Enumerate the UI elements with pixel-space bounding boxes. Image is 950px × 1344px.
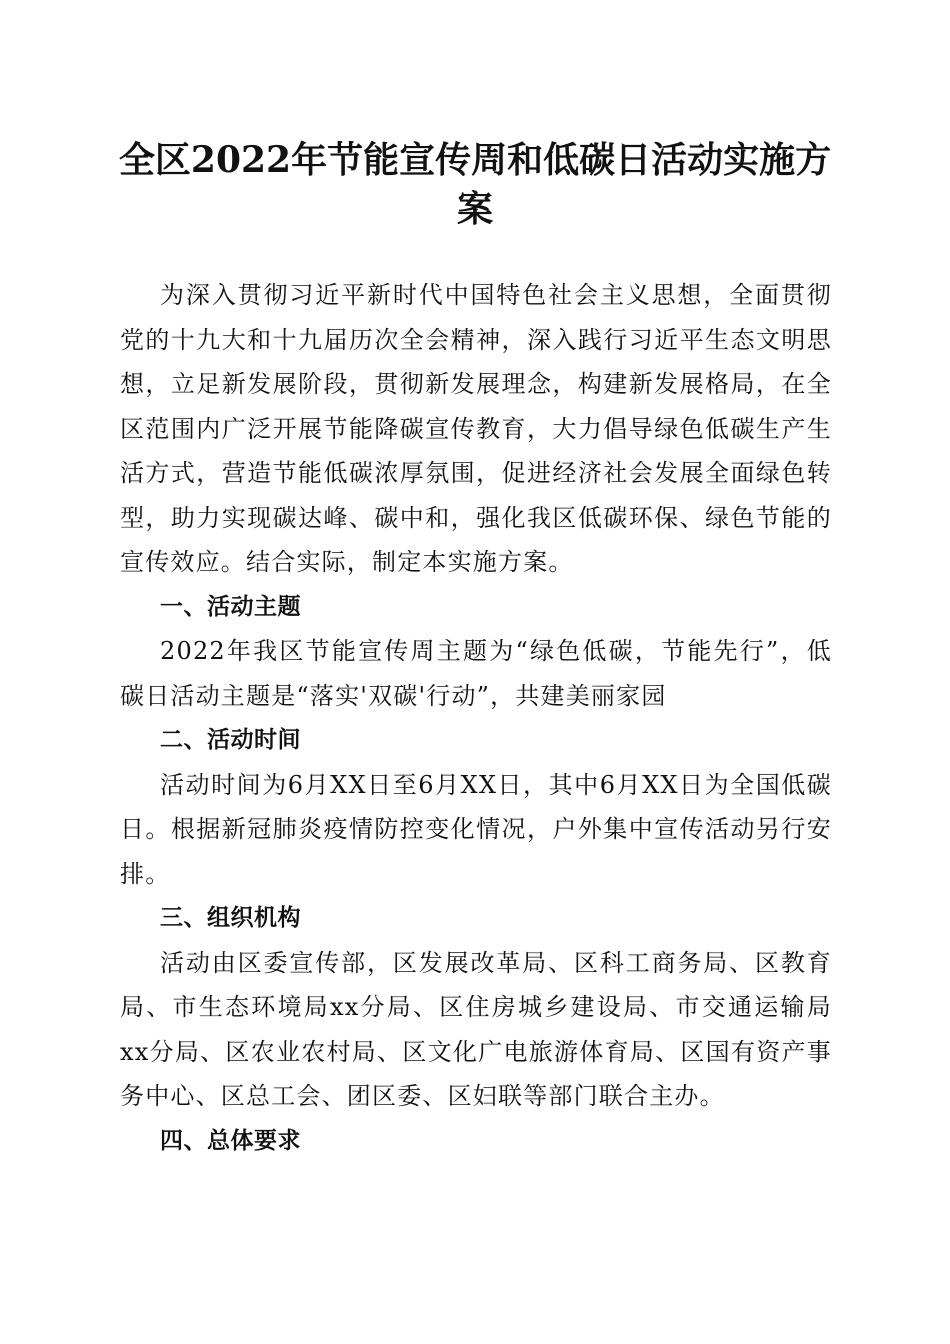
title-line-2: 案 xyxy=(456,188,493,230)
document-title xyxy=(118,136,832,234)
section-heading-requirements: 四、总体要求 xyxy=(160,1127,301,1154)
document-body xyxy=(120,273,832,1163)
title-line-1: 全区2022年节能宣传周和低碳日活动实施方 xyxy=(118,139,832,181)
section-text-time: 活动时间为6月XX日至6月XX日，其中6月XX日为全国低碳日。根据新冠肺炎疫情防控变化情况，户外集中宣传活动另行安排。 xyxy=(120,770,832,888)
section-heading-time: 二、活动时间 xyxy=(160,727,301,753)
section-heading-theme: 一、活动主题 xyxy=(160,593,301,620)
section-heading-organization: 三、组织机构 xyxy=(160,905,301,931)
intro-paragraph: 为深入贯彻习近平新时代中国特色社会主义思想，全面贯彻党的十九大和十九届历次全会精神，深入践行习近平生态文明思想，立足新发展阶段，贯彻新发展理念，构建新发展格局，在全区范围内广泛开展节能降碳宣传教育，大力倡导绿色低碳生产生活方式，营造节能低碳浓厚氛围，促进经济社会发展全面绿色转型，助力实现碳达峰、碳中和，强化我区低碳环保、绿色节能的宣传效应。结合实际，制定本实施方案。 xyxy=(120,281,832,576)
section-text-organization: 活动由区委宣传部，区发展改革局、区科工商务局、区教育局、市生态环境局xx分局、区住房城乡建设局、市交通运输局xx分局、区农业农村局、区文化广电旅游体育局、区国有资产事务中心、区总工会、团区委、区妇联等部门联合主办。 xyxy=(120,948,832,1110)
section-text-theme: 2022年我区节能宣传周主题为“绿色低碳，节能先行”，低碳日活动主题是“落实'双碳'行动”，共建美丽家园 xyxy=(120,637,832,710)
